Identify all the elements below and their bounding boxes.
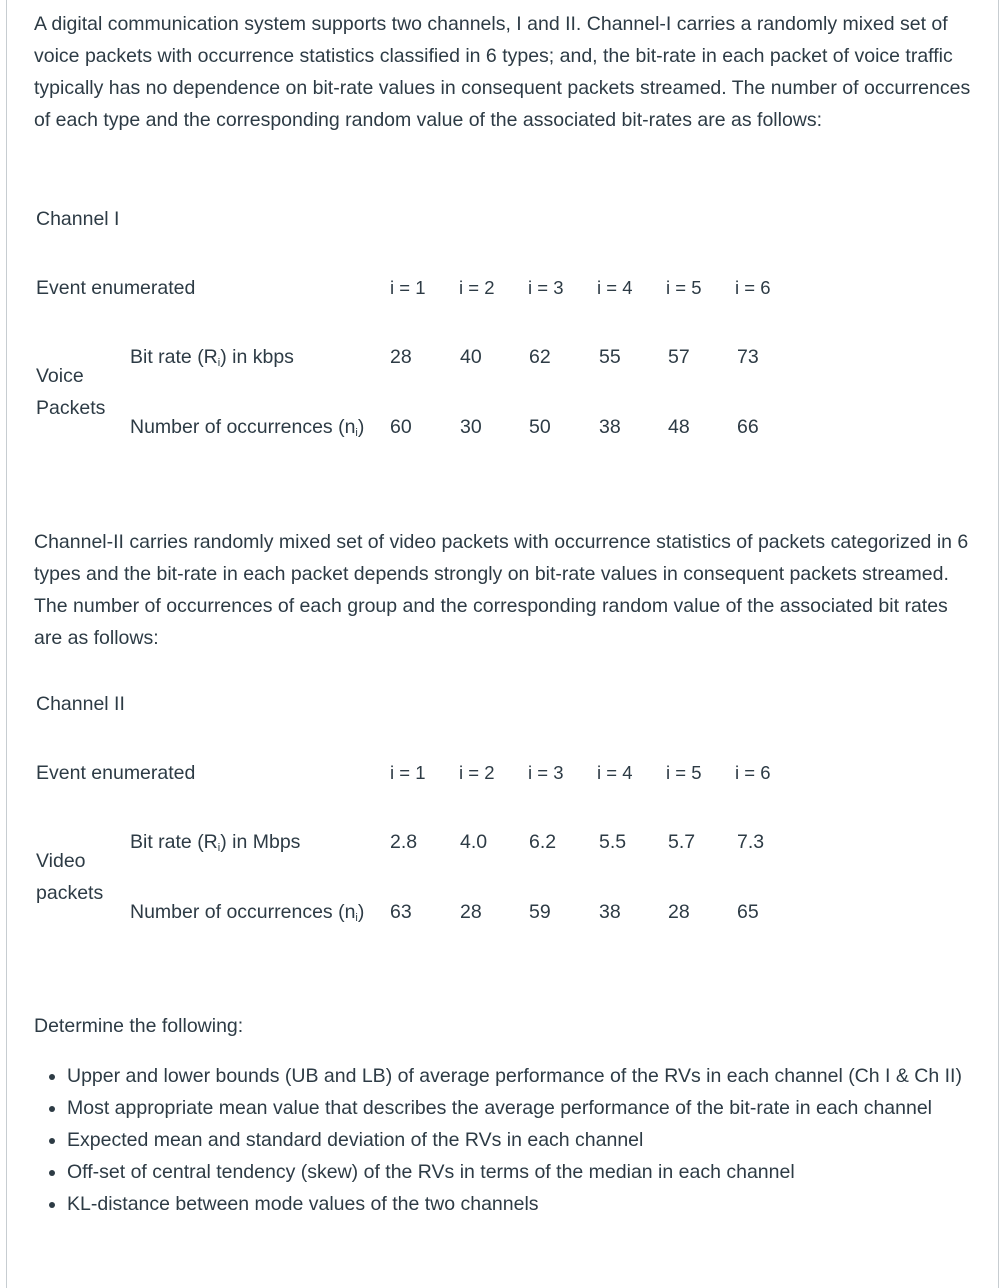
channel1-rate-value: 28 <box>390 346 412 368</box>
channel1-rate-value: 55 <box>599 346 621 368</box>
channel1-index: i = 6 <box>735 277 771 298</box>
channel1-rate-value: 62 <box>529 346 551 368</box>
channel2-occurrence-label: Number of occurrences $(n_i)$ <box>130 901 365 924</box>
channel2-rate-value: 5.7 <box>668 831 696 853</box>
channel2-rate-value: 5.5 <box>599 831 627 853</box>
channel2-rate-value: 7.3 <box>737 831 765 853</box>
channel2-rate-label: Bit rate $(R_i)$ in Mbps <box>130 831 301 854</box>
channel1-index: i = 1 <box>390 277 426 298</box>
channel2-index: i = 3 <box>528 762 564 783</box>
channel1-event-label: Event enumerated <box>36 277 196 299</box>
channel1-rate-label: Bit rate $(R_i)$ in kbps <box>130 346 294 369</box>
channel2-rate-value: 4.0 <box>460 831 488 853</box>
intro-paragraph: A digital communication system supports two channels, I and II. Channel-I carries a randomly mixed set of voice packets with occurrence statistics classified in 6 types; and, the bit-rate in each packet of voice traffic typically has no dependence on bit-rate values in consequent packets streamed. The number of occurrences of each type and the corresponding random value of the associated bit-rates are as follows: <box>34 13 971 131</box>
channel2-event-label: Event enumerated <box>36 762 196 784</box>
list-item: • Upper and lower bounds (UB and LB) of average performance of the RVs in each channel (Ch I & Ch II) <box>67 1060 997 1092</box>
channel2-occurrence-value: 65 <box>737 901 759 923</box>
channel2-occurrence-value: 59 <box>529 901 551 923</box>
channel1-occurrence-label: Number of occurrences $(n_i)$ <box>130 416 365 439</box>
channel1-occurrence-value: 38 <box>599 416 621 438</box>
channel1-occurrence-value: 50 <box>529 416 551 438</box>
channel2-occurrence-value: 38 <box>599 901 621 923</box>
task-list <box>34 1060 997 1220</box>
channel1-occurrence-value: 66 <box>737 416 759 438</box>
channel1-occurrence-value: 60 <box>390 416 412 438</box>
channel2-index: i = 6 <box>735 762 771 783</box>
channel1-group-label: Packets <box>36 397 106 419</box>
channel2-index: i = 2 <box>459 762 495 783</box>
determine-heading: Determine the following: <box>34 1015 244 1037</box>
channel2-paragraph: Channel-II carries randomly mixed set of video packets with occurrence statistics of packets categorized in 6 types and the bit-rate in each packet depends strongly on bit-rate values in consequent packets streamed. The number of occurrences of each group and the corresponding random value of the associated bit rates are as follows: <box>34 531 969 649</box>
channel2-index: i = 4 <box>597 762 633 783</box>
list-item: • Expected mean and standard deviation of the RVs in each channel <box>67 1124 997 1156</box>
channel1-title: Channel I <box>36 208 120 230</box>
channel1-rate-value: 57 <box>668 346 690 368</box>
channel2-group-label: packets <box>36 882 104 904</box>
channel1-group-label: Voice <box>36 365 84 387</box>
channel1-index: i = 2 <box>459 277 495 298</box>
channel1-occurrence-value: 30 <box>460 416 482 438</box>
channel1-occurrence-value: 48 <box>668 416 690 438</box>
channel2-occurrence-value: 28 <box>668 901 690 923</box>
channel2-index: i = 5 <box>666 762 702 783</box>
channel1-index: i = 5 <box>666 277 702 298</box>
channel1-rate-value: 73 <box>737 346 759 368</box>
channel2-rate-value: 2.8 <box>390 831 418 853</box>
list-item: • Off-set of central tendency (skew) of the RVs in terms of the median in each channel <box>67 1156 997 1188</box>
channel2-index: i = 1 <box>390 762 426 783</box>
channel2-occurrence-value: 63 <box>390 901 412 923</box>
channel2-occurrence-value: 28 <box>460 901 482 923</box>
channel2-title: Channel II <box>36 693 125 715</box>
channel1-index: i = 3 <box>528 277 564 298</box>
list-item: • Most appropriate mean value that describes the average performance of the bit-rate in each channel <box>67 1092 997 1124</box>
channel2-rate-value: 6.2 <box>529 831 557 853</box>
channel2-group-label: Video <box>36 850 86 872</box>
channel1-index: i = 4 <box>597 277 633 298</box>
list-item: • KL-distance between mode values of the two channels <box>67 1188 997 1220</box>
channel1-rate-value: 40 <box>460 346 482 368</box>
